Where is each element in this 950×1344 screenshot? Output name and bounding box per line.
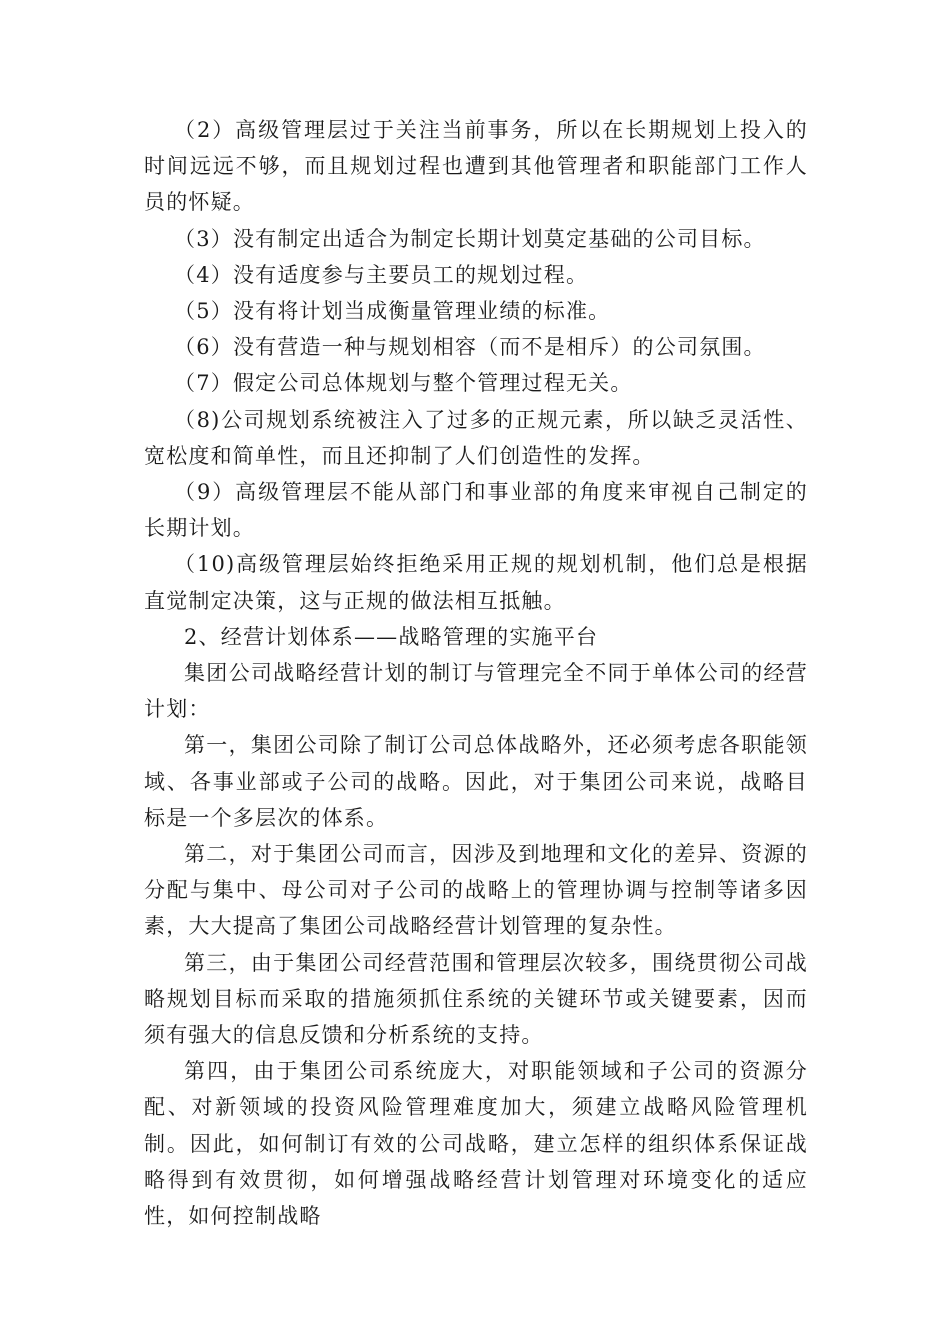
paragraph-third: 第三，由于集团公司经营范围和管理层次较多，围绕贯彻公司战略规划目标而采取的措施须抓住系统的关键环节或关键要素，因而须有强大的信息反馈和分析系统的支持。 — [144, 950, 808, 1048]
document-body — [144, 112, 808, 1234]
paragraph-fourth: 第四，由于集团公司系统庞大，对职能领域和子公司的资源分配、对新领域的投资风险管理难度加大，须建立战略风险管理机制。因此，如何制订有效的公司战略，建立怎样的组织体系保证战略得到有效贯彻，如何增强战略经营计划管理对环境变化的适应性，如何控制战略 — [144, 1059, 808, 1229]
paragraph-item-9: （9）高级管理层不能从部门和事业部的角度来审视自己制定的长期计划。 — [144, 480, 808, 541]
section-heading: 2、经营计划体系——战略管理的实施平台 — [184, 624, 599, 649]
paragraph-item-8: （8)公司规划系统被注入了过多的正规元素，所以缺乏灵活性、宽松度和简单性，而且还抑制了人们创造性的发挥。 — [144, 407, 808, 468]
paragraph-item-2: （2）高级管理层过于关注当前事务，所以在长期规划上投入的时间远远不够，而且规划过程也遭到其他管理者和职能部门工作人员的怀疑。 — [144, 118, 808, 215]
paragraph-first: 第一，集团公司除了制订公司总体战略外，还必须考虑各职能领域、各事业部或子公司的战略。因此，对于集团公司来说，战略目标是一个多层次的体系。 — [144, 733, 808, 830]
paragraph-second: 第二，对于集团公司而言，因涉及到地理和文化的差异、资源的分配与集中、母公司对子公司的战略上的管理协调与控制等诸多因素，大大提高了集团公司战略经营计划管理的复杂性。 — [144, 842, 808, 939]
paragraph-item-5: （5）没有将计划当成衡量管理业绩的标准。 — [174, 299, 611, 324]
paragraph-item-7: （7）假定公司总体规划与整个管理过程无关。 — [174, 371, 633, 396]
paragraph-item-10: （10)高级管理层始终拒绝采用正规的规划机制，他们总是根据直觉制定决策，这与正规的做法相互抵触。 — [144, 552, 808, 613]
paragraph-item-6: （6）没有营造一种与规划相容（而不是相斥）的公司氛围。 — [174, 335, 766, 360]
paragraph-item-3: （3）没有制定出适合为制定长期计划莫定基础的公司目标。 — [174, 226, 766, 251]
paragraph-item-4: （4）没有适度参与主要员工的规划过程。 — [174, 262, 589, 287]
paragraph-intro: 集团公司战略经营计划的制订与管理完全不同于单体公司的经营计划： — [144, 661, 808, 722]
